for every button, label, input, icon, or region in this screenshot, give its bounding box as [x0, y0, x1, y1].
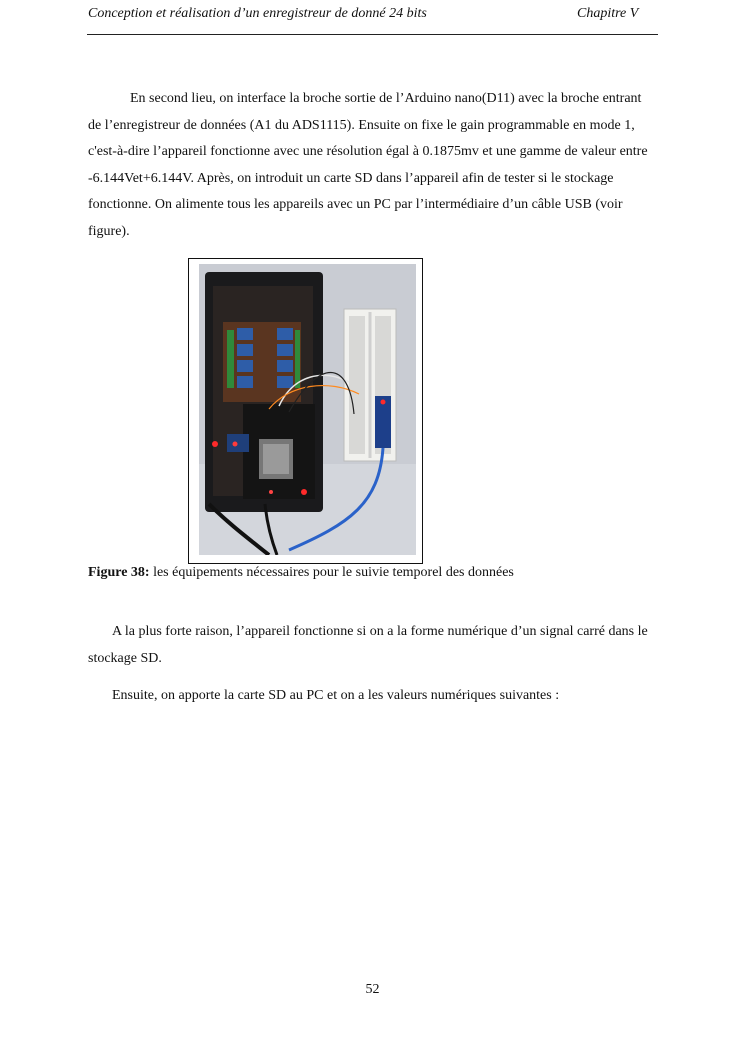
header-divider [87, 34, 658, 35]
figure-caption-text: les équipements nécessaires pour le suivie temporel des données [149, 565, 514, 580]
running-header-chapter: Chapitre V [577, 6, 639, 21]
paragraph-setup: En second lieu, on interface la broche sortie de l’Arduino nano(D11) avec la broche entrant de l’enregistreur de données (A1 du ADS1115). Ensuite on fixe le gain programmable en mode 1, c'est-à-dire l’appareil fonctionne avec une résolution égal à 0.1875mv et une gamme de valeur entre -6.144Vet+6.144V. Après, on introduit un carte SD dans l’appareil afin de tester si le stockage fonctionne. On alimente tous les appareils avec un PC par l’intermédiaire d’un câble USB (voir figure). [88, 91, 648, 239]
paragraph-result: A la plus forte raison, l’appareil fonctionne si on a la forme numérique d’un signal carré dans le stockage SD. [88, 624, 648, 666]
page-number: 52 [365, 982, 380, 997]
paragraph-next: Ensuite, on apporte la carte SD au PC et on a les valeurs numériques suivantes : [112, 688, 560, 703]
figure-label: Figure 38: [88, 565, 150, 580]
figure-38 [188, 258, 423, 564]
figure-caption [88, 565, 514, 581]
equipment-photo [199, 264, 416, 555]
running-header-title: Conception et réalisation d’un enregistreur de donné 24 bits [88, 6, 427, 21]
